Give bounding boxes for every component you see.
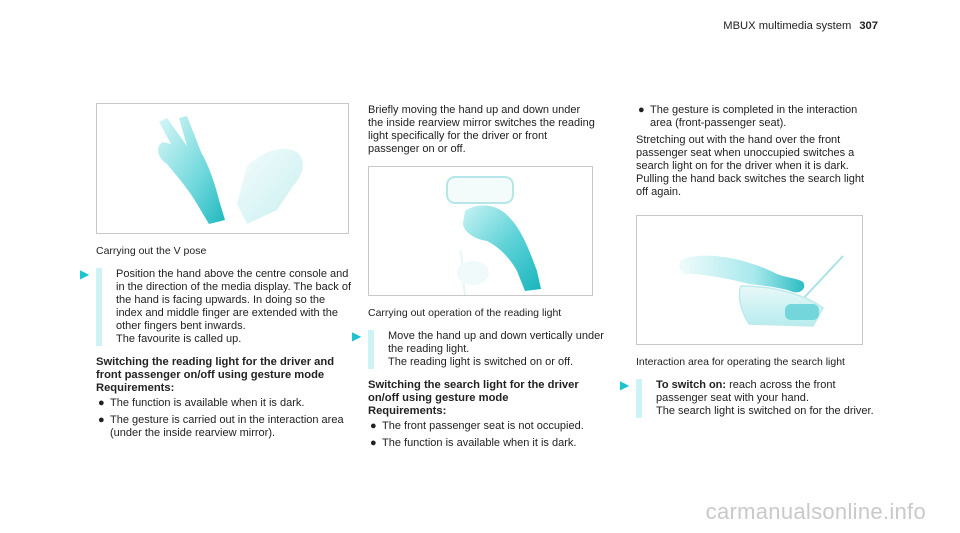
figure-caption: Carrying out operation of the reading light <box>368 307 562 319</box>
step-result: The reading light is switched on or off. <box>388 356 574 368</box>
search-light-text <box>636 104 871 199</box>
bullet-icon: ● <box>98 414 105 426</box>
step-arrow-icon: ▶ <box>80 267 90 281</box>
instruction-step <box>352 329 618 369</box>
step-label: To switch on: <box>656 379 727 391</box>
hand-mirror-icon <box>369 167 593 296</box>
step-result: The favourite is called up. <box>116 333 242 345</box>
section-title: MBUX multimedia system <box>723 20 852 32</box>
section-heading: Switching the search light for the driver on/off using gesture mode <box>368 379 579 404</box>
intro-paragraph: Briefly moving the hand up and down under the inside rearview mirror switches the reading light specifically for the driver or front passenger on or off. <box>368 104 595 155</box>
reading-light-illustration <box>368 166 593 296</box>
v-pose-illustration <box>96 103 349 234</box>
step-text: reach across the front passenger seat with your hand. <box>656 379 836 404</box>
list-item: ● The function is available when it is dark. <box>370 437 577 449</box>
section-heading: Switching the reading light for the driver and front passenger on/off using gesture mode <box>96 356 335 381</box>
bullet-icon: ● <box>370 420 377 432</box>
figure-caption: Interaction area for operating the search light <box>636 356 845 368</box>
step-text: Position the hand above the centre console and in the direction of the media display. The back of the hand is facing upwards. In doing so the index and middle finger are extended with the other fingers bent inwards. <box>116 268 352 332</box>
requirements-label: Requirements: <box>96 382 175 394</box>
requirements-label: Requirements: <box>368 405 447 417</box>
step-arrow-icon: ▶ <box>352 329 362 343</box>
bullet-icon: ● <box>98 397 105 409</box>
section-search-light <box>368 379 602 454</box>
reading-light-intro <box>368 104 598 156</box>
instruction-step <box>620 378 886 418</box>
step-text: Move the hand up and down vertically under the reading light. <box>388 330 604 355</box>
watermark: carmanualsonline.info <box>705 499 926 524</box>
gesture-list <box>636 104 871 130</box>
page-number: 307 <box>859 20 878 32</box>
bullet-icon: ● <box>638 104 645 116</box>
search-light-paragraph: Stretching out with the hand over the front passenger seat when unoccupied switches a search light on for the driver when it is dark. Pulling the hand back switches the search light off again. <box>636 134 865 198</box>
figure-caption: Carrying out the V pose <box>96 245 207 257</box>
list-item: ● The front passenger seat is not occupied. <box>370 420 584 432</box>
list-item: ● The gesture is completed in the interaction area (front-passenger seat). <box>638 104 858 129</box>
search-light-illustration <box>636 215 863 345</box>
section-reading-light <box>96 356 351 444</box>
page-header <box>723 20 878 32</box>
list-item: ● The gesture is carried out in the interaction area (under the inside rearview mirror). <box>98 414 344 439</box>
bullet-icon: ● <box>370 437 377 449</box>
instruction-step <box>80 267 352 346</box>
hand-v-pose-icon <box>97 104 349 234</box>
list-item: ● The function is available when it is dark. <box>98 397 305 409</box>
hand-seat-icon <box>637 216 863 345</box>
step-result: The search light is switched on for the driver. <box>656 405 874 417</box>
step-arrow-icon: ▶ <box>620 378 630 392</box>
requirements-list <box>96 397 351 440</box>
requirements-list <box>368 420 602 450</box>
